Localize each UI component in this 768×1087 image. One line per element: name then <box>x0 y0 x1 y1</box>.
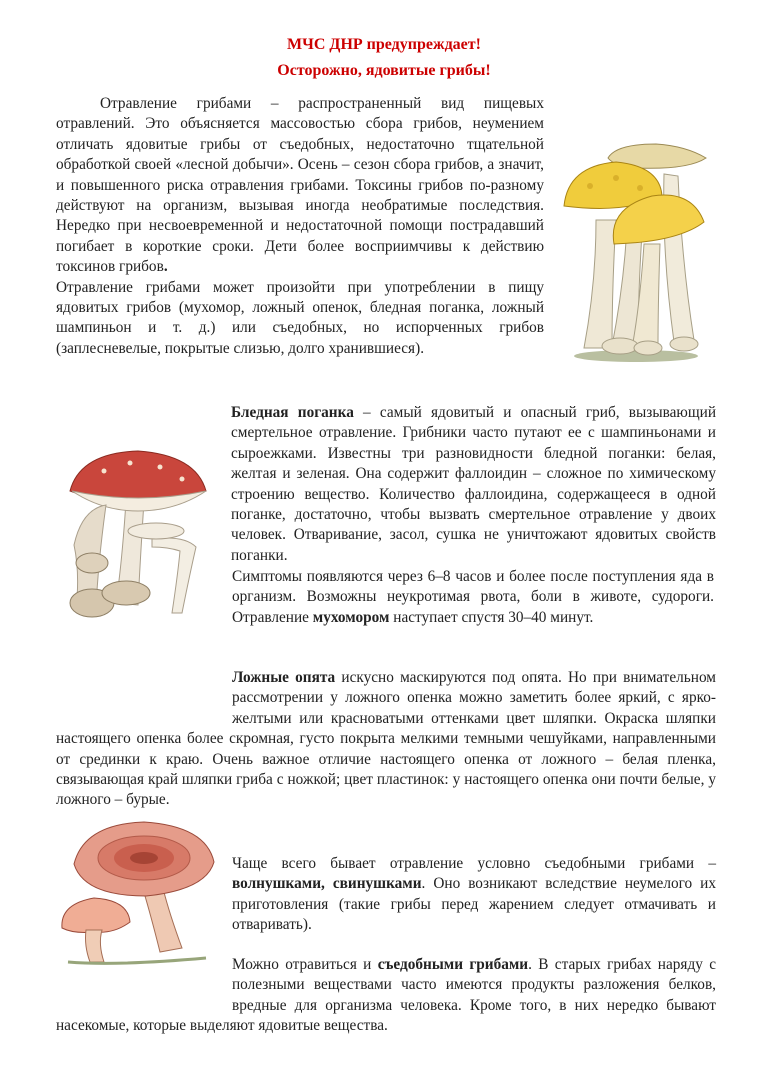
death-cap-term: Бледная поганка <box>231 404 354 421</box>
conditional-text-1: Чаще всего бывает отравление условно съедобными грибами – <box>232 855 716 872</box>
symptoms-text-2: наступает спустя 30–40 минут. <box>389 608 594 626</box>
intro-text-1-end: . <box>163 258 168 276</box>
conditional-paragraph <box>56 854 716 970</box>
float-spacer <box>56 668 232 709</box>
conditional-term: волнушками, свинушками <box>232 875 422 893</box>
symptoms-text-1: Симптомы появляются через 6–8 часов и более после поступления яда в организм. Возможны неукротимая рвота, боли в животе, судороги. Отравление <box>232 568 714 626</box>
header-title: МЧС ДНР предупреждает! <box>287 36 481 53</box>
symptoms-paragraph <box>232 567 714 628</box>
intro-text-2: Отравление грибами может произойти при употреблении в пищу ядовитых грибов (мухомор, ложный опенок, бледная поганка, ложный шампиньон и т. д.) или съедобных, но испорченных грибов (заплесневелые, покрытые слизью, долго хранившиеся). <box>56 278 544 357</box>
yellow-mushroom-image <box>556 134 716 364</box>
false-honey-term: Ложные опята <box>232 669 336 686</box>
false-honey-paragraph <box>56 668 716 811</box>
edible-text-2: . В старых грибах наряду с полезными веществами часто имеются продукты разложения белков, вредные для организма человека. Кроме того, в них нередко бывают насекомые, которые выделяют ядовитые вещества. <box>56 956 716 1035</box>
edible-text-1: Можно отравиться и <box>232 956 378 973</box>
false-honey-text: искусно маскируются под опята. Но при внимательном рассмотрении у ложного опенка можно заметить более яркий, с ярко-желтыми или красноватыми оттенками цвет шляпки. Окраска шляпки настоящего опенка более скромная, густо покрыта мелкими темными чешуйками, направленными от срединки к краю. Очень важное отличие настоящего опенка от ложного – белая пленка, связывающая край шляпки гриба с ножкой; цвет пластинок: у настоящего опенка они почти белые, у ложного – бурые. <box>56 669 716 809</box>
edible-paragraph <box>56 955 716 1037</box>
intro-paragraph <box>56 94 716 364</box>
fly-agaric-image <box>56 443 221 628</box>
header-subtitle: Осторожно, ядовитые грибы! <box>277 62 491 79</box>
edible-term: съедобными грибами <box>377 956 529 973</box>
intro-text-1: Отравление грибами – распространенный вид пищевых отравлений. Это объясняется массовостью сбора грибов, неумением отличать ядовитые грибы от съедобных, недостаточно тщательной обработкой своей «лесной добычи». Осень – сезон сбора грибов, а значит, и повышенного риска отравления грибами. Токсины грибов по-разному действуют на организм, вызывая иногда необратимые последствия. Нередко при несвоевременной и недостаточной помощи пострадавший погибает в короткие сроки. Дети более восприимчивы к действию токсинов грибов <box>56 95 544 276</box>
milk-cap-image <box>56 820 222 970</box>
float-spacer <box>56 955 232 1016</box>
fly-agaric-term: мухомором <box>312 608 390 626</box>
death-cap-text: – самый ядовитый и опасный гриб, вызывающий смертельное отравление. Грибники часто путают ее с шампиньонами и сыроежками. Известны три разновидности бледной поганки: белая, желтая и зеленая. Она содержит фаллоидин – сложное по химическому строению вещество. Количество фаллоидина, содержащееся в одной поганке, достаточно, чтобы вызвать смертельное отравление у двоих человек. Отваривание, засол, сушка не уничтожают ядовитых свойств поганки. <box>231 404 716 564</box>
conditional-text-2: . Оно возникают вследствие неумелого их приготовления (такие грибы перед жарением следует отмачивать и отваривать). <box>232 875 716 934</box>
